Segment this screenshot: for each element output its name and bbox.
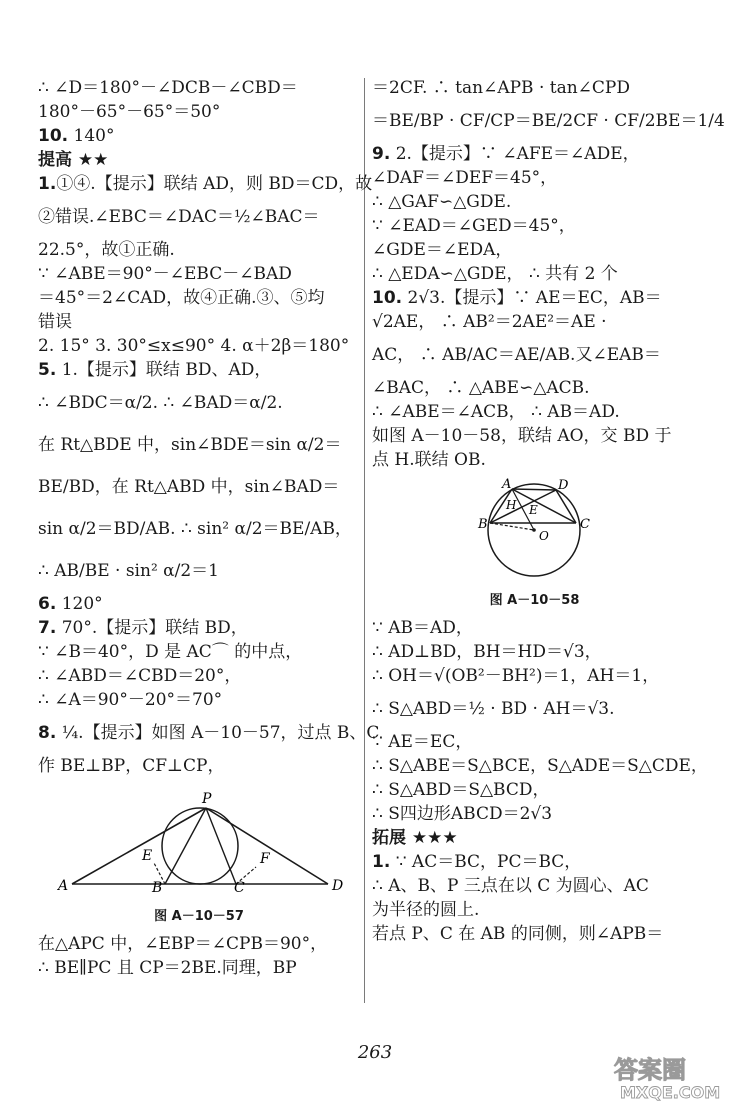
line-text: ∴ S△ABD＝½ · BD · AH＝√3.	[372, 699, 615, 719]
answer-line	[38, 288, 360, 308]
answer-line	[38, 426, 360, 464]
answer-line	[372, 756, 708, 776]
answer-line	[372, 240, 697, 260]
figure-a-10-58-diagram	[372, 478, 697, 578]
item-number: 6.	[38, 594, 57, 614]
answer-line	[38, 102, 360, 122]
line-text: ②错误.∠EBC＝∠DAC＝½∠BAC＝	[38, 207, 320, 227]
answer-line	[372, 336, 697, 374]
answer-line	[38, 714, 380, 752]
answer-line	[38, 78, 360, 98]
line-text: ∵ AC＝BC，PC＝BC，	[390, 852, 582, 872]
answer-line	[38, 264, 360, 284]
answer-line	[38, 642, 360, 662]
answer-line	[372, 732, 697, 752]
left-text-block-2	[38, 934, 360, 978]
answer-line	[38, 126, 360, 146]
line-text: ∴ AB/BE · sin² α/2＝1	[38, 561, 219, 581]
answer-line	[372, 804, 697, 824]
line-text: ∴ ∠A＝90°－20°＝70°	[38, 690, 223, 710]
line-text: ∴ ∠ABE＝∠ACB， ∴ AB＝AD.	[372, 402, 620, 422]
fig57-label-f: F	[260, 851, 270, 867]
answer-line	[38, 198, 360, 236]
line-text: ∴ ∠ABD＝∠CBD＝20°，	[38, 666, 242, 686]
item-number: 1.	[372, 852, 391, 872]
answer-line	[372, 924, 697, 944]
line-text: 若点 P、C 在 AB 的同侧，则∠APB＝	[372, 924, 664, 944]
watermark-logo	[606, 1054, 748, 1102]
figure-a-10-58	[372, 478, 697, 583]
line-text: 180°－65°－65°＝50°	[38, 102, 221, 122]
line-text: sin α/2＝BD/AB. ∴ sin² α/2＝BE/AB，	[38, 519, 352, 539]
figure-a-10-57	[38, 784, 360, 899]
line-text: ∵ AB＝AD，	[372, 618, 473, 638]
line-text: ∴ S△ABE＝S△BCE，S△ADE＝S△CDE，	[372, 756, 708, 776]
answer-line	[372, 900, 697, 920]
answer-line	[372, 102, 725, 140]
answer-line	[38, 384, 360, 422]
line-text: 作 BE⊥BP，CF⊥CP，	[38, 756, 225, 776]
line-text: 2.【提示】∵ ∠AFE＝∠ADE，	[390, 144, 640, 164]
svg-text:答案圈: 答案圈	[614, 1056, 686, 1084]
line-text: 1.【提示】联结 BD、AD，	[56, 360, 272, 380]
left-text-block	[38, 78, 380, 776]
line-text: ∵ AE＝EC，	[372, 732, 473, 752]
answer-line	[372, 378, 697, 398]
line-text: 点 H.联结 OB.	[372, 450, 486, 470]
line-text: ∴ OH＝√(OB²－BH²)＝1，AH＝1，	[372, 666, 660, 686]
fig58-label-d: D	[558, 478, 569, 493]
answer-line	[372, 402, 697, 422]
figure-a-10-57-caption: 图 A－10－57	[154, 909, 244, 924]
line-text: ∴ S△ABD＝S△BCD，	[372, 780, 550, 800]
answer-line	[38, 312, 360, 332]
answer-line	[372, 216, 697, 236]
line-text: 2. 15° 3. 30°≤x≤90° 4. α＋2β＝180°	[38, 336, 350, 356]
line-text: ＝BE/BP · CF/CP＝BE/2CF · CF/2BE＝1/4	[372, 111, 725, 131]
right-column	[372, 78, 725, 948]
item-number: 8.	[38, 723, 57, 743]
answer-line	[38, 666, 360, 686]
line-text: ∴ △GAF∽△GDE.	[372, 192, 512, 212]
figure-a-10-58-caption: 图 A－10－58	[489, 593, 580, 608]
line-text: BE/BD，在 Rt△ABD 中，sin∠BAD＝	[38, 477, 340, 497]
answer-line	[38, 240, 360, 260]
line-text: 120°	[56, 594, 103, 614]
answer-line	[372, 666, 697, 686]
answer-line	[372, 690, 697, 728]
line-text: ∴ △EDA∽△GDE， ∴ 共有 2 个	[372, 264, 618, 284]
line-text: ∵ ∠B＝40°，D 是 AC⌒ 的中点，	[38, 642, 303, 662]
fig57-label-b: B	[152, 880, 163, 894]
line-text: ①④.【提示】联结 AD，则 BD＝CD，故	[56, 174, 373, 194]
line-text: ∴ BE∥PC 且 CP＝2BE.同理，BP	[38, 958, 297, 978]
answer-line	[38, 958, 360, 978]
answer-line	[38, 934, 360, 954]
figure-a-10-57-diagram	[38, 784, 360, 894]
answer-line	[372, 618, 697, 638]
answer-line	[372, 642, 697, 662]
line-text: ∵ ∠ABE＝90°－∠EBC－∠BAD	[38, 264, 292, 284]
answer-line	[38, 618, 360, 638]
answer-line	[38, 510, 360, 548]
line-text: 在△APC 中，∠EBP＝∠CPB＝90°，	[38, 934, 328, 954]
section-title: 拓展 ★★★	[372, 828, 458, 848]
answer-line	[372, 312, 697, 332]
fig57-label-e: E	[142, 848, 153, 864]
right-text-block-2	[372, 618, 708, 944]
line-text: AC， ∴ AB/AC＝AE/AB.又∠EAB＝	[372, 345, 661, 365]
item-number: 10.	[372, 288, 403, 308]
answer-line	[372, 144, 697, 164]
answer-line	[38, 594, 360, 614]
line-text: √2AE， ∴ AB²＝2AE²＝AE ·	[372, 312, 607, 332]
line-text: 22.5°，故①正确.	[38, 240, 175, 260]
item-number: 10.	[38, 126, 69, 146]
answer-line	[372, 780, 697, 800]
fig57-label-d: D	[332, 878, 344, 894]
line-text: 错误	[38, 312, 72, 332]
item-number: 1.	[38, 174, 57, 194]
answer-line	[372, 168, 697, 188]
line-text: 如图 A－10－58，联结 AO，交 BD 于	[372, 426, 672, 446]
answer-line	[372, 288, 697, 308]
item-number: 5.	[38, 360, 57, 380]
section-heading	[38, 150, 360, 170]
right-text-block	[372, 78, 725, 470]
line-text: ∠GDE＝∠EDA，	[372, 240, 513, 260]
answer-line	[38, 690, 360, 710]
answer-line	[372, 852, 697, 872]
answer-line	[372, 78, 697, 98]
line-text: 2√3.【提示】∵ AE＝EC，AB＝	[402, 288, 662, 308]
answer-line	[38, 468, 360, 506]
line-text: ∴ ∠D＝180°－∠DCB－∠CBD＝	[38, 78, 298, 98]
line-text: ∴ S四边形ABCD＝2√3	[372, 804, 553, 824]
fig58-label-e: E	[529, 503, 538, 517]
fig58-label-a: A	[502, 478, 512, 492]
line-text: 70°.【提示】联结 BD，	[56, 618, 248, 638]
answer-line	[372, 192, 697, 212]
answer-line	[38, 756, 360, 776]
line-text: ∠DAF＝∠DEF＝45°，	[372, 168, 558, 188]
line-text: ∴ A、B、P 三点在以 C 为圆心、AC	[372, 876, 649, 896]
line-text: ∠BAC， ∴ △ABE∽△ACB.	[372, 378, 590, 398]
answer-line	[372, 876, 697, 896]
item-number: 9.	[372, 144, 391, 164]
answer-line	[38, 174, 373, 194]
answer-line	[38, 360, 360, 380]
left-column	[38, 78, 380, 982]
fig58-label-b: B	[478, 517, 488, 532]
answer-line	[372, 450, 697, 470]
page-number: 263	[357, 1042, 393, 1063]
item-number: 7.	[38, 618, 57, 638]
fig58-label-o: O	[539, 529, 549, 543]
fig57-label-c: C	[234, 880, 245, 894]
section-title: 提高 ★★	[38, 150, 109, 170]
svg-text:MXQE.COM: MXQE.COM	[620, 1083, 721, 1102]
line-text: 140°	[68, 126, 115, 146]
answer-line	[38, 552, 360, 590]
line-text: 为半径的圆上.	[372, 900, 480, 920]
fig57-label-p: P	[202, 791, 212, 807]
section-heading	[372, 828, 697, 848]
answer-line	[372, 426, 697, 446]
answer-line	[38, 336, 360, 356]
line-text: ∴ AD⊥BD，BH＝HD＝√3，	[372, 642, 602, 662]
fig57-label-a: A	[58, 878, 69, 894]
line-text: ∵ ∠EAD＝∠GED＝45°，	[372, 216, 576, 236]
line-text: 在 Rt△BDE 中，sin∠BDE＝sin α/2＝	[38, 435, 342, 455]
line-text: ∴ ∠BDC＝α/2. ∴ ∠BAD＝α/2.	[38, 393, 283, 413]
fig58-label-c: C	[580, 517, 590, 532]
column-divider	[364, 78, 365, 1003]
line-text: ＝2CF. ∴ tan∠APB · tan∠CPD	[372, 78, 630, 98]
line-text: ＝45°＝2∠CAD，故④正确.③、⑤均	[38, 288, 325, 308]
fig58-label-h: H	[506, 498, 517, 512]
answer-line	[372, 264, 697, 284]
line-text: ¼.【提示】如图 A－10－57，过点 B、C	[56, 723, 380, 743]
